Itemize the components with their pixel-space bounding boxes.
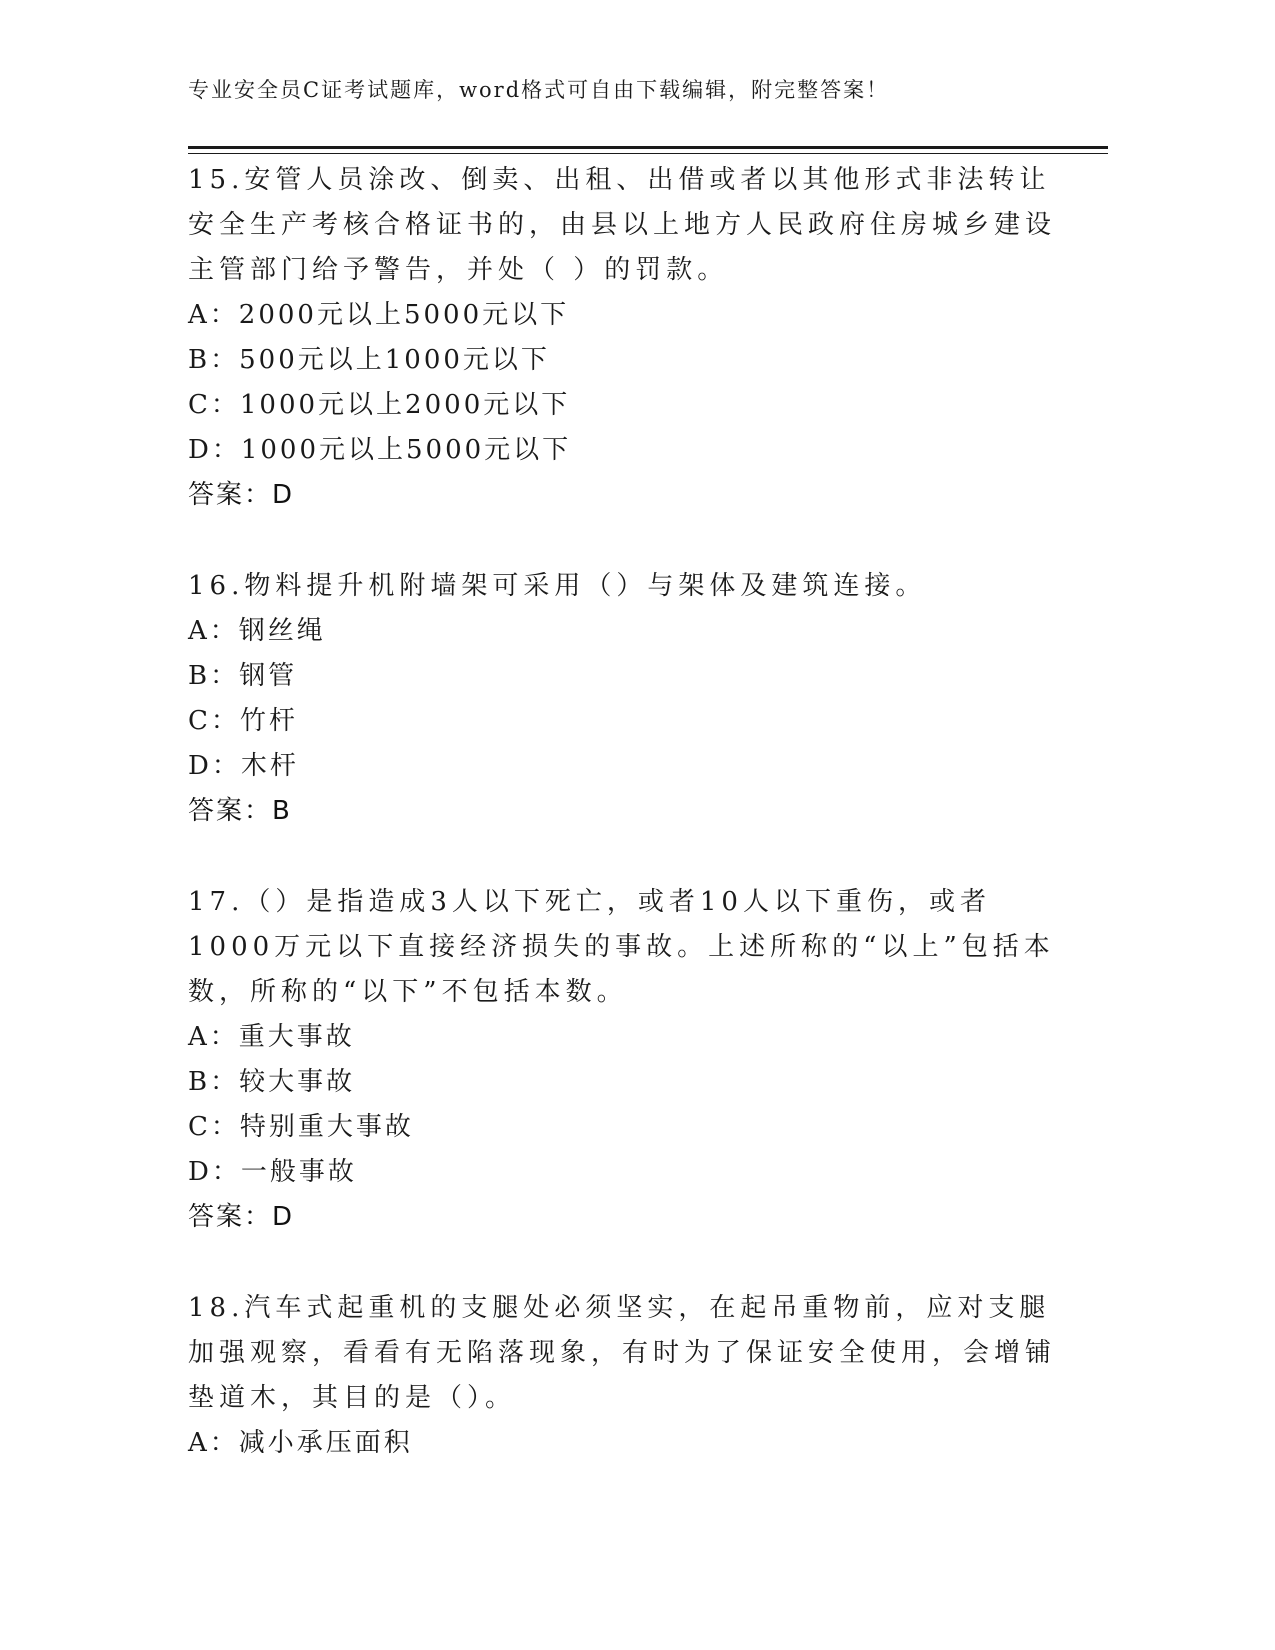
option-b: B：较大事故: [188, 1067, 356, 1097]
option-d: D：1000元以上5000元以下: [188, 435, 572, 465]
question-18: [188, 1286, 1068, 1466]
answer-line: 答案：D: [188, 480, 295, 510]
question-17: [188, 880, 1068, 1240]
question-15: [188, 158, 1068, 518]
option-b: B：钢管: [188, 661, 298, 691]
answer-line: 答案：B: [188, 796, 292, 826]
option-d: D：一般事故: [188, 1157, 357, 1187]
question-list: [188, 158, 1068, 1512]
header-rule-thin: [188, 153, 1108, 154]
header-rule-thick: [188, 146, 1108, 149]
option-c: C：特别重大事故: [188, 1112, 414, 1142]
page-header: 专业安全员C证考试题库，word格式可自由下载编辑，附完整答案！: [188, 78, 890, 102]
option-a: A：钢丝绳: [188, 616, 326, 646]
question-stem: 15.安管人员涂改、倒卖、出租、出借或者以其他形式非法转让安全生产考核合格证书的，由县以上地方人民政府住房城乡建设主管部门给予警告，并处（ ）的罚款。: [188, 165, 1057, 285]
option-a: A：重大事故: [188, 1022, 355, 1052]
question-stem: 17.（）是指造成3人以下死亡，或者10人以下重伤，或者1000万元以下直接经济损失的事故。上述所称的“以上”包括本数，所称的“以下”不包括本数。: [188, 887, 1055, 1007]
option-d: D：木杆: [188, 751, 299, 781]
option-a: A：2000元以上5000元以下: [188, 300, 570, 330]
option-c: C：1000元以上2000元以下: [188, 390, 571, 420]
question-16: [188, 564, 1068, 834]
question-stem: 16.物料提升机附墙架可采用（）与架体及建筑连接。: [188, 571, 927, 601]
option-a: A：减小承压面积: [188, 1428, 413, 1458]
answer-line: 答案：D: [188, 1202, 295, 1232]
question-stem: 18.汽车式起重机的支腿处必须坚实，在起吊重物前，应对支腿加强观察，看看有无陷落现象，有时为了保证安全使用，会增铺垫道木，其目的是（）。: [188, 1293, 1057, 1413]
option-c: C：竹杆: [188, 706, 298, 736]
option-b: B：500元以上1000元以下: [188, 345, 550, 375]
